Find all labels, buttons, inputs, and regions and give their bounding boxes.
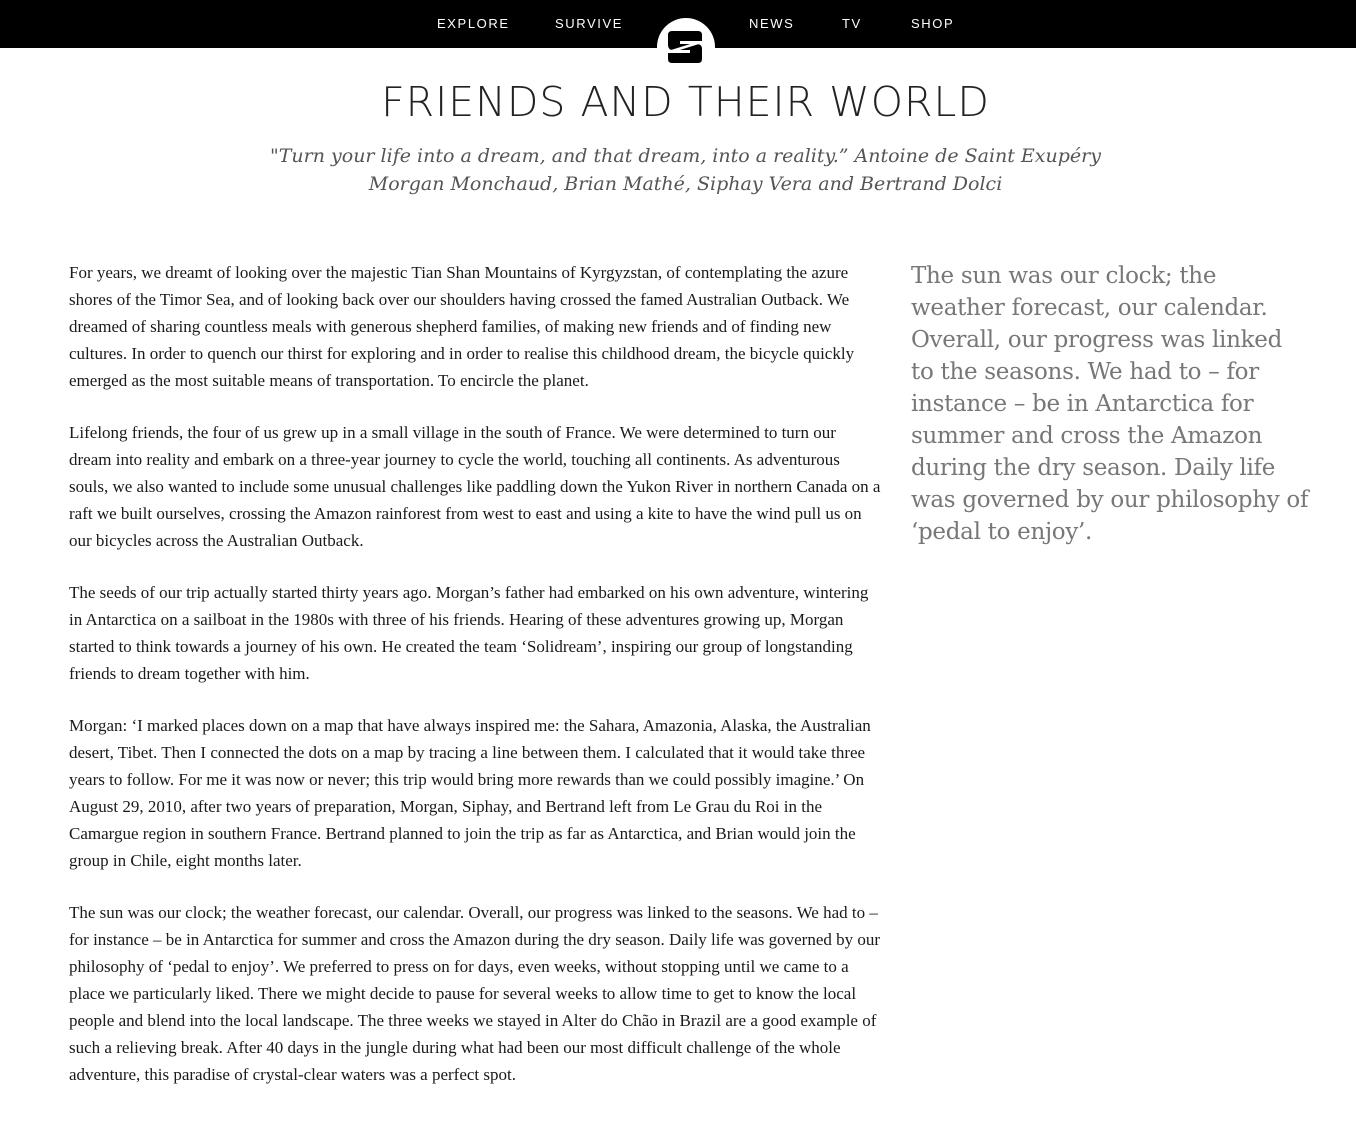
article-paragraph: The seeds of our trip actually started thirty years ago. Morgan’s father had embarked on his own adventure, wintering in Antarctica on a sailboat in the 1980s with three of his friends. Hearing of these adventures growing up, Morgan started to think towards a journey of his own. He created the team ‘Solidream’, inspiring our group of longstanding friends to dream together with him. bbox=[69, 583, 869, 683]
article-paragraph: Morgan: ‘I marked places down on a map that have always inspired me: the Sahara, Amazonia, Alaska, the Australian desert, Tibet. Then I connected the dots on a map by tracing a line between them. I calculated that it would take three years to follow. For me it was now or never; this trip would bring more rewards than we could possibly imagine.’ On August 29, 2010, after two years of preparation, Morgan, Siphay, and Bertrand left from Le Grau du Roi in the Camargue region in southern France. Bertrand planned to join the trip as far as Antarctica, and Brian would join the group in Chile, eight months later. bbox=[69, 716, 871, 870]
solidream-s-logo-icon bbox=[666, 27, 706, 67]
nav-explore-link[interactable]: EXPLORE bbox=[437, 16, 510, 31]
page-title: FRIENDS AND THEIR WORLD bbox=[381, 78, 990, 126]
nav-shop-link[interactable]: SHOP bbox=[911, 16, 955, 31]
article-paragraph: Lifelong friends, the four of us grew up in a small village in the south of France. We were determined to turn our dream into reality and embark on a three-year journey to cycle the world, touching all continents. As adventurous souls, we also wanted to include some unusual challenges like paddling down the Yukon River in northern Canada on a raft we built ourselves, crossing the Amazon rainforest from west to east and using a kite to have the wind pull us on our bicycles across the Australian Outback. bbox=[69, 423, 881, 550]
article-paragraph: The sun was our clock; the weather forecast, our calendar. Overall, our progress was linked to the seasons. We had to – for instance – be in Antarctica for summer and cross the Amazon during the dry season. Daily life was governed by our philosophy of ‘pedal to enjoy’. We preferred to press on for days, even weeks, without stopping until we came to a place we particularly liked. There we might decide to pause for several weeks to allow time to get to know the local people and blend into the local landscape. The three weeks we stayed in Alter do Chão in Brazil are a good example of such a relieving break. After 40 days in the jungle during what had been our most difficult challenge of the whole adventure, this paradise of crystal-clear waters was a perfect spot. bbox=[69, 903, 881, 1084]
epigraph-quote: "Turn your life into a dream, and that dream, into a reality.” Antoine de Saint Exupéry bbox=[270, 145, 1101, 167]
nav-tv-link[interactable]: TV bbox=[842, 16, 862, 31]
home-logo-link[interactable] bbox=[657, 18, 715, 76]
article-paragraph: For years, we dreamt of looking over the majestic Tian Shan Mountains of Kyrgyzstan, of contemplating the azure shores of the Timor Sea, and of looking back over our shoulders having crossed the famed Australian Outback. We dreamed of sharing countless meals with generous shepherd families, of making new friends and of finding new cultures. In order to quench our thirst for exploring and in order to realise this childhood dream, the bicycle quickly emerged as the most suitable means of transportation. To encircle the planet. bbox=[69, 263, 855, 390]
pull-quote: The sun was our clock; the weather forecast, our calendar. Overall, our progress was linked to the seasons. We had to – for instance – be in Antarctica for summer and cross the Amazon during the dry season. Daily life was governed by our philosophy of ‘pedal to enjoy’. bbox=[911, 263, 1309, 545]
nav-news-link[interactable]: NEWS bbox=[749, 16, 795, 31]
article-body bbox=[69, 259, 881, 1113]
article-authors: Morgan Monchaud, Brian Mathé, Siphay Vera and Bertrand Dolci bbox=[368, 173, 1003, 195]
nav-survive-link[interactable]: SURVIVE bbox=[555, 16, 624, 31]
